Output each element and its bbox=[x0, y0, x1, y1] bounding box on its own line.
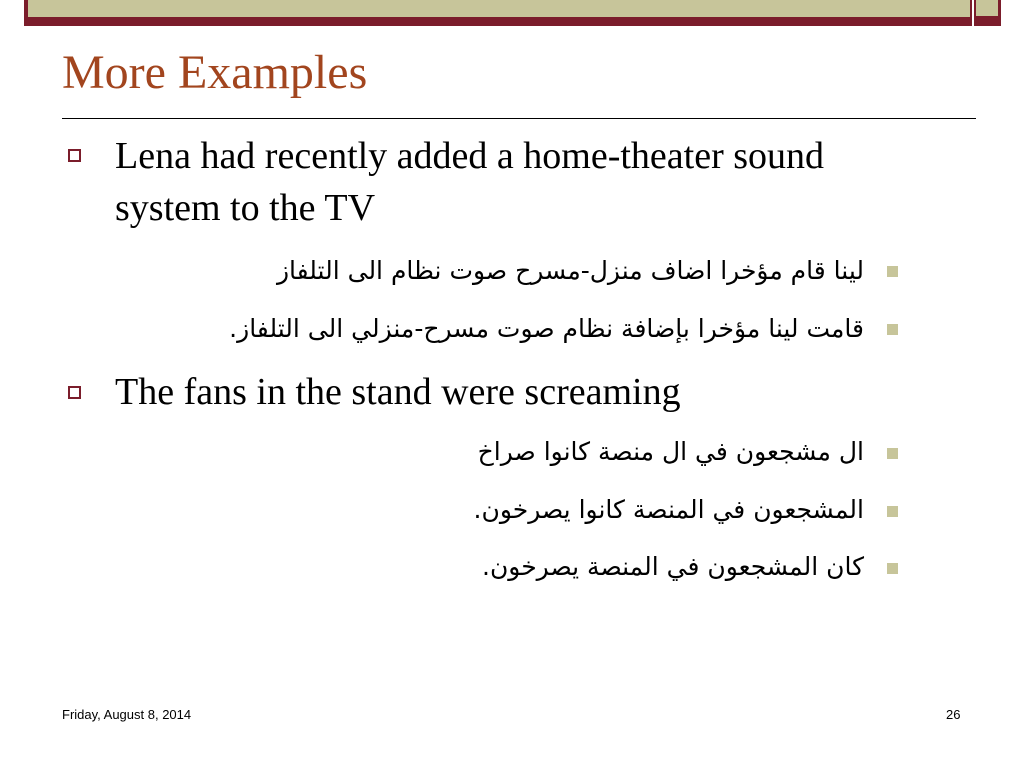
subitem-text: قامت لينا مؤخرا بإضافة نظام صوت مسرح-منزلي الى التلفاز. bbox=[229, 314, 864, 343]
bullet-text: The fans in the stand were screaming bbox=[115, 371, 681, 413]
bullet-text: Lena had recently added a home-theater sound system to the TV bbox=[115, 135, 825, 229]
hollow-square-bullet-icon bbox=[68, 149, 81, 162]
page-number: 26 bbox=[946, 707, 961, 722]
subitem-text: المشجعون في المنصة كانوا يصرخون. bbox=[473, 495, 864, 524]
top-corner-square-fill bbox=[976, 0, 998, 16]
hollow-square-bullet-icon bbox=[68, 386, 81, 399]
footer-date: Friday, August 8, 2014 bbox=[62, 707, 192, 722]
filled-square-bullet-icon bbox=[887, 506, 898, 517]
filled-square-bullet-icon bbox=[887, 266, 898, 277]
top-decorative-band-fill bbox=[28, 0, 970, 17]
filled-square-bullet-icon bbox=[887, 563, 898, 574]
title-divider bbox=[62, 118, 976, 119]
filled-square-bullet-icon bbox=[887, 448, 898, 459]
subitem-text: لينا قام مؤخرا اضاف منزل-مسرح صوت نظام الى التلفاز bbox=[276, 256, 864, 285]
filled-square-bullet-icon bbox=[887, 324, 898, 335]
subitem-text: كان المشجعون في المنصة يصرخون. bbox=[482, 552, 864, 581]
slide-title: More Examples bbox=[62, 46, 368, 99]
subitem-text: ال مشجعون في ال منصة كانوا صراخ bbox=[477, 437, 864, 466]
